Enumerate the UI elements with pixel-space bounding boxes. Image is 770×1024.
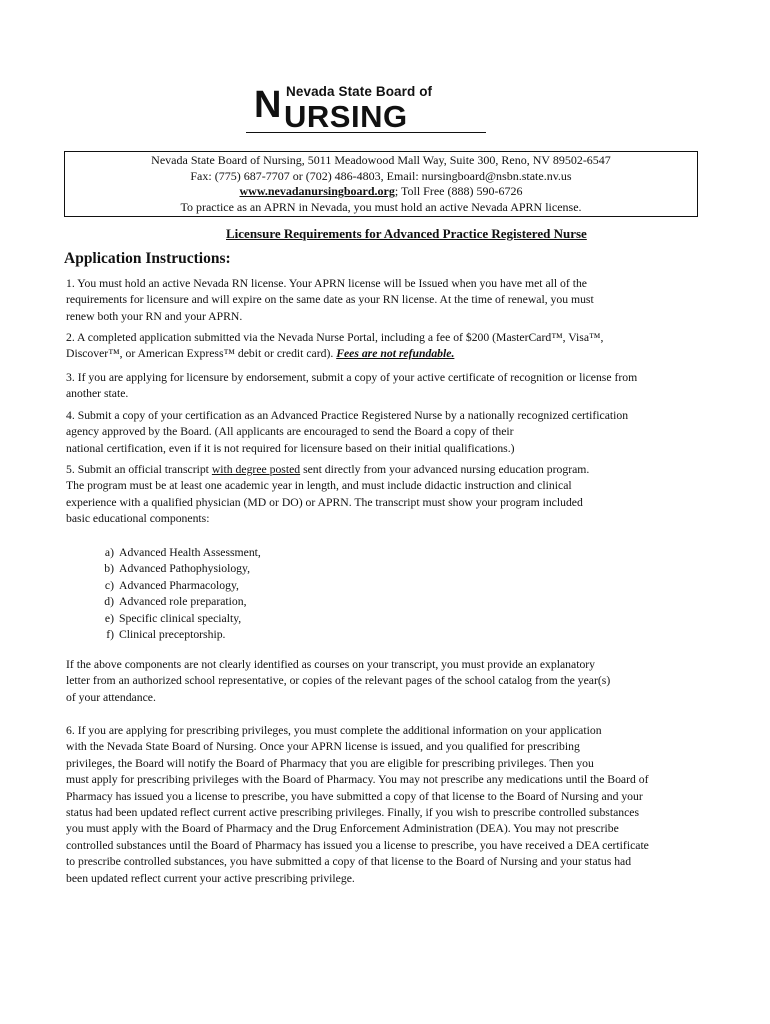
- aprn-notice-line: To practice as an APRN in Nevada, you must hold an active Nevada APRN license.: [180, 200, 582, 215]
- logo-wordmark: URSING: [284, 99, 408, 134]
- text-line: you must apply with the Board of Pharmacy and the Drug Enforcement Administration (DEA). You may not prescribe: [66, 822, 619, 836]
- components-note: [66, 657, 610, 706]
- text-line: of your attendance.: [66, 690, 156, 704]
- list-item: [96, 561, 261, 577]
- list-text: Specific clinical specialty,: [119, 611, 242, 625]
- text-line: letter from an authorized school representative, or copies of the relevant pages of the school catalog from the year(s): [66, 674, 611, 688]
- instruction-1: [66, 276, 594, 325]
- logo-initial: N: [254, 84, 282, 126]
- text-line: must apply for prescribing privileges with the Board of Pharmacy. You may not prescribe any medications until the Board of: [66, 773, 649, 787]
- list-item: [96, 545, 261, 561]
- instruction-6: [66, 723, 649, 887]
- text-line: experience with a qualified physician (MD or DO) or APRN. The transcript must show your program included: [66, 495, 583, 509]
- text-line: [66, 462, 589, 478]
- text-line: 2. A completed application submitted via the Nevada Nurse Portal, including a fee of $200 (MasterCard™, Visa™,: [66, 331, 604, 344]
- list-letter: a): [104, 546, 114, 559]
- list-item: [96, 594, 261, 610]
- instruction-4: [66, 408, 628, 457]
- list-letter: b): [104, 562, 114, 576]
- section-heading: Application Instructions:: [64, 250, 231, 267]
- text-line: national certification, even if it is not required for licensure based on their initial qualifications.): [66, 441, 515, 455]
- fee-card-text: Discover™, or American Express™ debit or credit card).: [66, 347, 337, 361]
- list-letter: e): [104, 611, 114, 625]
- text-line: status had been updated reflect current active prescribing privileges. Finally, if you wish to prescribe controlled substances: [66, 806, 640, 820]
- list-text: Advanced Pharmacology,: [119, 578, 239, 592]
- instruction-5: [66, 462, 589, 528]
- text-line: 4. Submit a copy of your certification as an Advanced Practice Registered Nurse by a nationally recognized certification: [66, 409, 629, 422]
- contact-info-box: [64, 151, 698, 217]
- text-line: The program must be at least one academic year in length, and must include didactic instruction and clinical: [66, 479, 572, 493]
- list-letter: c): [104, 578, 114, 592]
- text-line: with the Nevada State Board of Nursing. Once your APRN license is issued, and you qualified for prescribing: [66, 740, 580, 754]
- list-text: Advanced role preparation,: [119, 595, 247, 609]
- transcript-text-end: sent directly from your advanced nursing education program.: [300, 463, 590, 476]
- nursing-board-logo: [246, 84, 486, 140]
- fax-email-line: Fax: (775) 687-7707 or (702) 486-4803, Email: nursingboard@nsbn.state.nv.us: [190, 168, 572, 183]
- document-title: Licensure Requirements for Advanced Practice Registered Nurse: [226, 226, 587, 241]
- degree-posted-text: with degree posted: [211, 463, 301, 476]
- fees-not-refundable: Fees are not refundable.: [336, 347, 455, 361]
- text-line: requirements for licensure and will expire on the same date as your RN license. At the time of renewal, you must: [66, 293, 594, 307]
- text-line: basic educational components:: [66, 512, 210, 526]
- toll-free-text: ; Toll Free (888) 590-6726: [394, 184, 523, 199]
- text-line: [66, 346, 603, 362]
- text-line: Pharmacy has issued you a license to prescribe, you have submitted a copy of that license to the Board of Nursing and your: [66, 789, 643, 803]
- list-item: [96, 611, 261, 627]
- transcript-text: 5. Submit an official transcript: [66, 463, 212, 476]
- website-line: [65, 184, 697, 200]
- logo-underline: [246, 132, 486, 133]
- text-line: renew both your RN and your APRN.: [66, 309, 243, 323]
- text-line: 6. If you are applying for prescribing privileges, you must complete the additional information on your application: [66, 724, 602, 737]
- list-letter: f): [106, 628, 114, 642]
- list-item: [96, 578, 261, 594]
- logo-tagline: Nevada State Board of: [286, 84, 433, 99]
- list-letter: d): [104, 595, 114, 609]
- text-line: 3. If you are applying for licensure by endorsement, submit a copy of your active certificate of recognition or license from: [66, 371, 638, 384]
- list-text: Advanced Pathophysiology,: [119, 562, 251, 576]
- address-line: Nevada State Board of Nursing, 5011 Meadowood Mall Way, Suite 300, Reno, NV 89502-6547: [151, 153, 611, 167]
- text-line: to prescribe controlled substances, you have submitted a copy of that license to the Board of Nursing and your status had: [66, 855, 632, 869]
- text-line: If the above components are not clearly identified as courses on your transcript, you must provide an explanatory: [66, 658, 596, 671]
- text-line: privileges, the Board will notify the Board of Pharmacy that you are eligible for prescribing privileges. Then you: [66, 756, 594, 770]
- text-line: controlled substances until the Board of Pharmacy has issued you a license to prescribe, you have received a DEA certificate: [66, 838, 649, 852]
- text-line: been updated reflect current your active prescribing privilege.: [66, 871, 355, 885]
- list-item: [96, 627, 261, 643]
- instruction-3: [66, 370, 637, 403]
- list-text: Clinical preceptorship.: [119, 628, 226, 642]
- instruction-2: [66, 330, 603, 363]
- text-line: 1. You must hold an active Nevada RN license. Your APRN license will be Issued when you have met all of the: [66, 277, 587, 290]
- list-text: Advanced Health Assessment,: [119, 546, 261, 559]
- text-line: agency approved by the Board. (All applicants are encouraged to send the Board a copy of their: [66, 425, 514, 439]
- website-link[interactable]: www.nevadanursingboard.org: [239, 184, 395, 199]
- text-line: another state.: [66, 387, 129, 401]
- components-list: [96, 545, 261, 643]
